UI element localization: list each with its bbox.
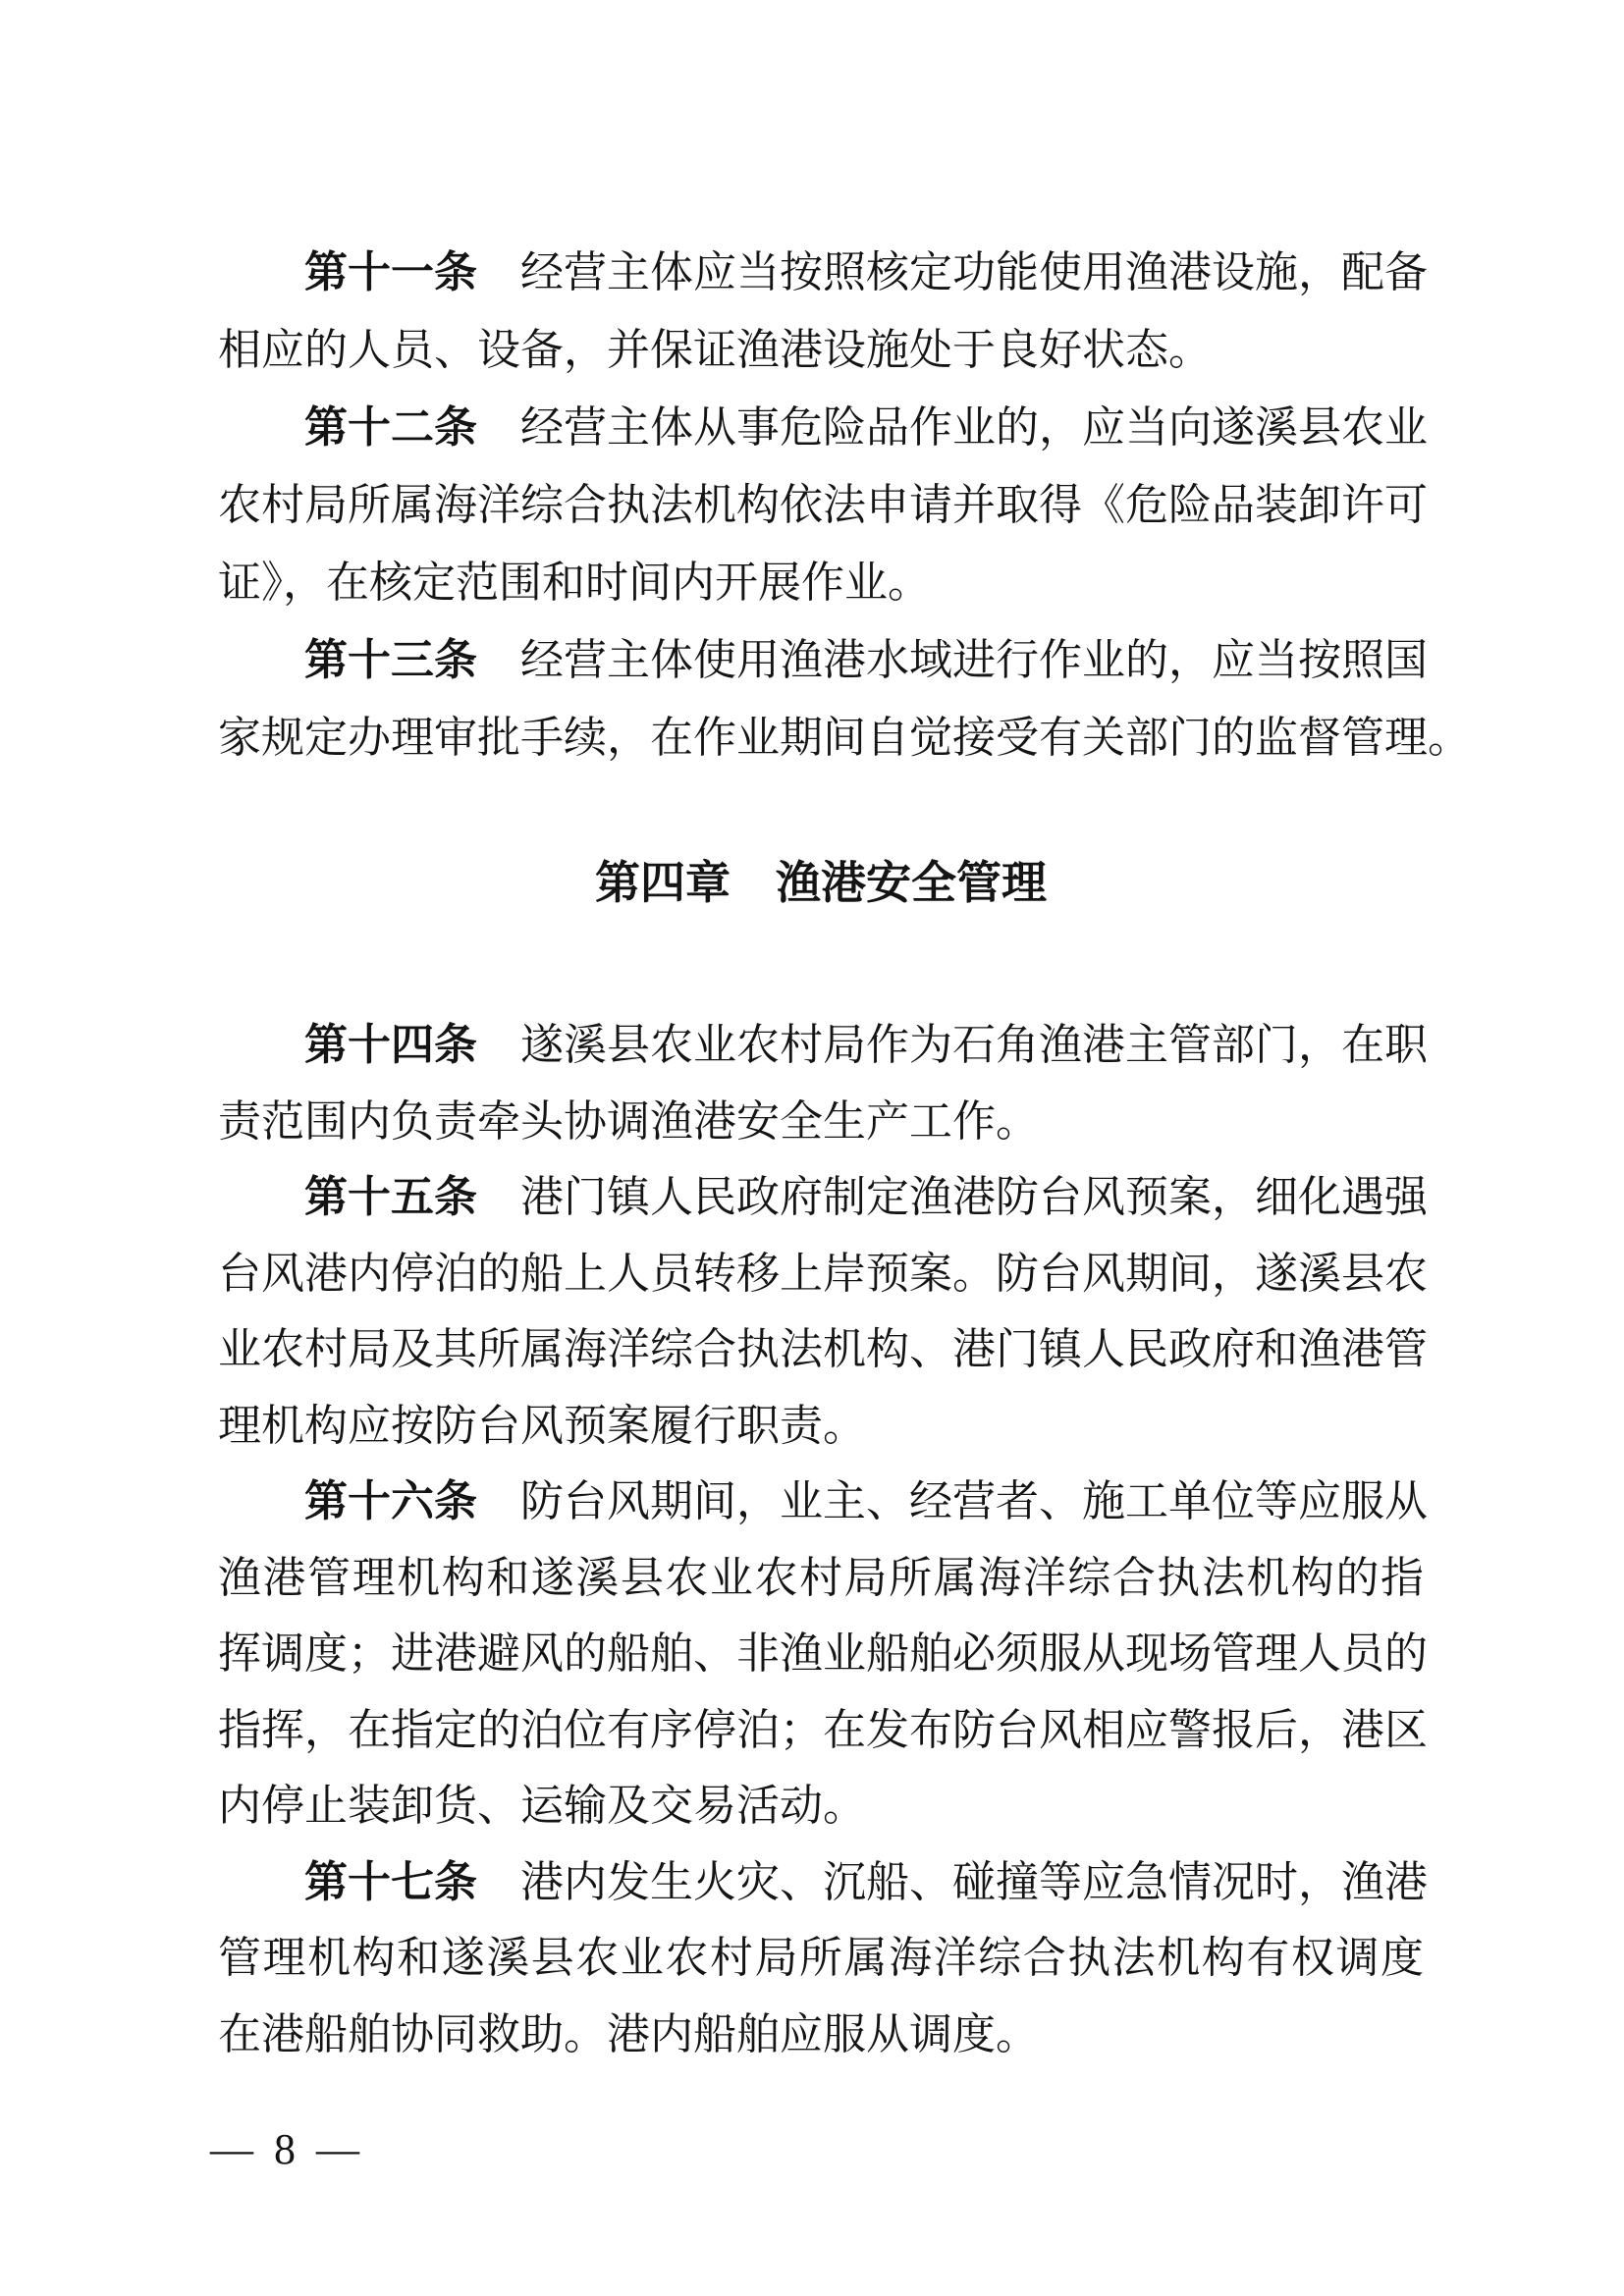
section-before-chapter	[218, 234, 1471, 776]
chapter-title: 渔港安全管理	[776, 857, 1047, 908]
page-number: — 8 —	[210, 2125, 361, 2173]
article-14-paragraph	[218, 1007, 1428, 1159]
article-16-paragraph	[218, 1464, 1428, 1844]
article-13-paragraph	[218, 621, 1471, 776]
text-line	[218, 389, 1428, 466]
section-after-chapter	[218, 1007, 1428, 2072]
article-12-number: 第十二条	[304, 403, 477, 452]
text-line	[218, 1844, 1428, 1921]
chapter-number: 第四章	[595, 857, 731, 908]
text-line-content: 防台风期间，业主、经营者、施工单位等应服从	[520, 1477, 1428, 1525]
chapter-heading	[218, 853, 1424, 912]
text-line: 业农村局及其所属海洋综合执法机构、港门镇人民政府和渔港管	[218, 1325, 1428, 1373]
text-line: 证》，在核定范围和时间内开展作业。	[218, 559, 931, 607]
article-13-number: 第十三条	[304, 636, 477, 684]
text-line	[218, 1007, 1428, 1084]
text-line: 指挥，在指定的泊位有序停泊；在发布防台风相应警报后，港区	[218, 1705, 1428, 1754]
article-15-paragraph	[218, 1159, 1428, 1464]
article-14-number: 第十四条	[304, 1021, 477, 1069]
article-17-number: 第十七条	[304, 1857, 477, 1906]
text-line: 挥调度；进港避风的船舶、非渔业船舶必须服从现场管理人员的	[218, 1629, 1428, 1678]
text-line	[218, 234, 1428, 311]
text-line: 内停止装卸货、运输及交易活动。	[218, 1782, 866, 1830]
text-line: 家规定办理审批手续，在作业期间自觉接受有关部门的监督管理。	[218, 714, 1471, 762]
text-line: 理机构应按防台风预案履行职责。	[218, 1401, 866, 1450]
article-12-paragraph	[218, 389, 1428, 621]
article-11-number: 第十一条	[304, 248, 477, 296]
article-16-number: 第十六条	[304, 1477, 477, 1525]
text-line-content: 经营主体应当按照核定功能使用渔港设施，配备	[520, 248, 1428, 296]
text-line: 管理机构和遂溪县农业农村局所属海洋综合执法机构有权调度	[218, 1934, 1424, 1982]
article-17-paragraph	[218, 1844, 1428, 2073]
text-line	[218, 621, 1428, 699]
article-15-number: 第十五条	[304, 1173, 477, 1221]
text-line-content: 经营主体使用渔港水域进行作业的，应当按照国	[520, 636, 1428, 684]
text-line: 渔港管理机构和遂溪县农业农村局所属海洋综合执法机构的指	[218, 1553, 1424, 1602]
text-line-content: 港内发生火灾、沉船、碰撞等应急情况时，渔港	[520, 1857, 1428, 1906]
article-11-paragraph	[218, 234, 1428, 389]
text-line	[218, 1159, 1428, 1236]
text-line-content: 遂溪县农业农村局作为石角渔港主管部门，在职	[520, 1021, 1428, 1069]
text-line: 在港船舶协同救助。港内船舶应服从调度。	[218, 2009, 1039, 2058]
text-line: 相应的人员、设备，并保证渔港设施处于良好状态。	[218, 326, 1212, 374]
text-line	[218, 1464, 1428, 1540]
text-line-content: 港门镇人民政府制定渔港防台风预案，细化遇强	[520, 1173, 1428, 1221]
text-line: 农村局所属海洋综合执法机构依法申请并取得《危险品装卸许可	[218, 481, 1428, 529]
text-line: 责范围内负责牵头协调渔港安全生产工作。	[218, 1096, 1039, 1146]
text-line-content: 经营主体从事危险品作业的，应当向遂溪县农业	[520, 403, 1428, 452]
text-line: 台风港内停泊的船上人员转移上岸预案。防台风期间，遂溪县农	[218, 1249, 1428, 1298]
